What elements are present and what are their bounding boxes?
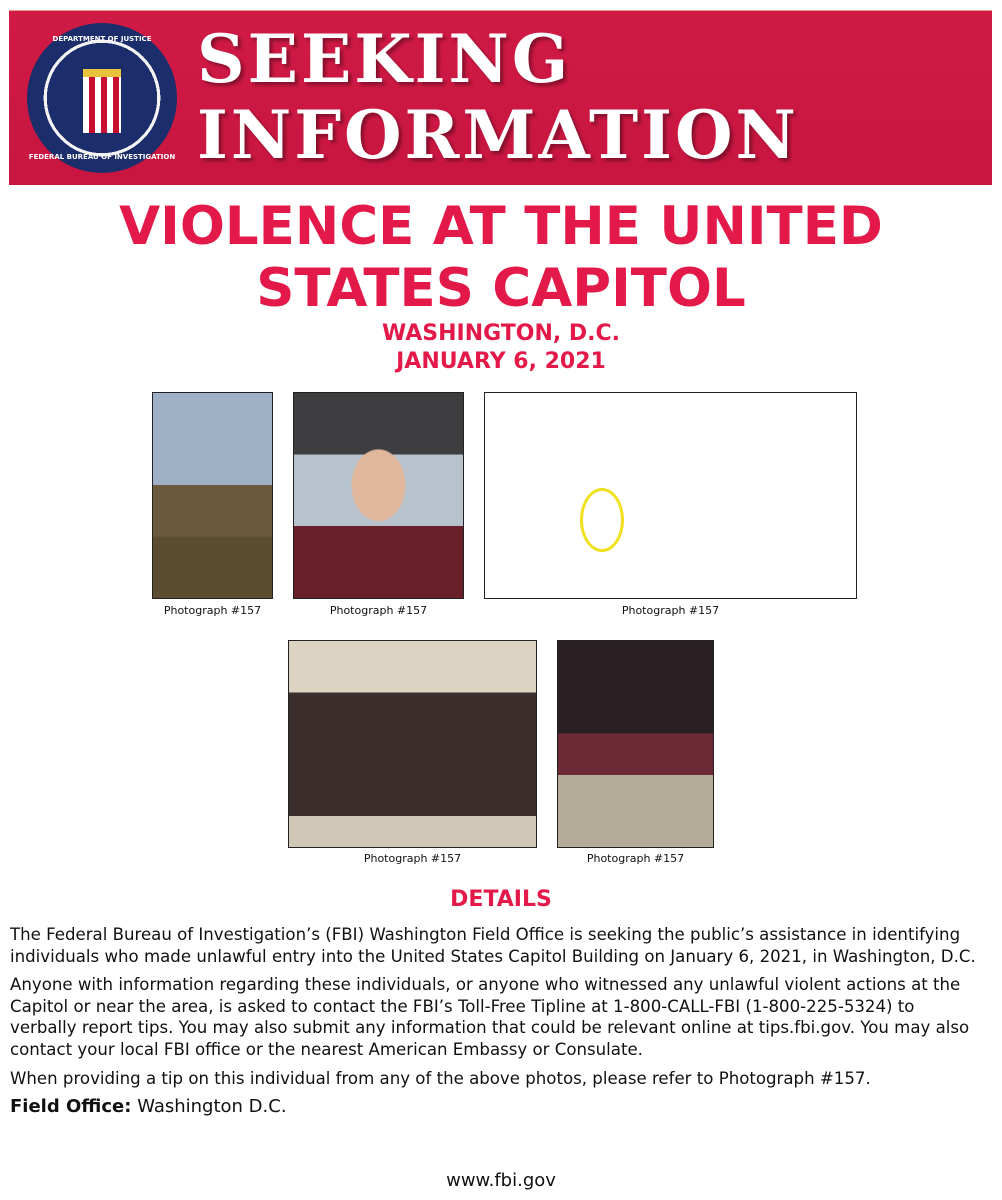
location: WASHINGTON, D.C. <box>381 321 621 346</box>
photo-5 <box>557 640 714 848</box>
fbi-website-link[interactable]: www.fbi.gov <box>446 1170 556 1191</box>
photo-1 <box>152 392 273 599</box>
details-paragraph: When providing a tip on this individual from any of the above photos, please refer to Photograph #157. <box>10 1068 871 1088</box>
photo-caption: Photograph #157 <box>586 852 685 865</box>
banner-title-line2: INFORMATION <box>197 96 799 174</box>
photo-2 <box>293 392 464 599</box>
banner-title-line1: SEEKING <box>197 20 572 98</box>
seal-shield <box>83 69 121 133</box>
field-office-label: Field Office: <box>10 1096 132 1118</box>
banner-title <box>197 21 799 173</box>
photo-4 <box>288 640 537 848</box>
details-paragraph: The Federal Bureau of Investigation’s (FBI) Washington Field Office is seeking the public’s assistance in identifying individuals who made unlawful entry into the United States Capitol Building on January 6, 2021, in Washington, D.C. <box>10 925 976 966</box>
headline-line2: STATES CAPITOL <box>256 258 746 319</box>
field-office-value: Washington D.C. <box>137 1096 287 1118</box>
photo-caption: Photograph #157 <box>163 604 262 617</box>
seeking-information-banner <box>9 10 992 185</box>
seal-text-bottom: FEDERAL BUREAU OF INVESTIGATION <box>28 153 176 161</box>
highlight-circle <box>580 488 624 552</box>
details-heading: DETAILS <box>450 887 552 912</box>
details-body <box>10 924 985 1125</box>
details-paragraph: Anyone with information regarding these individuals, or anyone who witnessed any unlawful violent actions at the Capitol or near the area, is asked to contact the FBI’s Toll-Free Tipline at 1-800-CALL-FBI (1-800-225-5324) to verbally report tips. You may also submit any information that could be relevant online at tips.fbi.gov. You may also contact your local FBI office or the nearest American Embassy or Consulate. <box>10 975 970 1059</box>
headline-line1: VIOLENCE AT THE UNITED <box>119 196 883 257</box>
photo-caption: Photograph #157 <box>621 604 720 617</box>
date: JANUARY 6, 2021 <box>396 349 606 374</box>
seal-text-top: DEPARTMENT OF JUSTICE <box>52 35 152 43</box>
fbi-seal-icon <box>27 23 177 173</box>
photo-3 <box>484 392 857 599</box>
photo-caption: Photograph #157 <box>363 852 462 865</box>
photo-caption: Photograph #157 <box>329 604 428 617</box>
field-office <box>10 1096 985 1118</box>
